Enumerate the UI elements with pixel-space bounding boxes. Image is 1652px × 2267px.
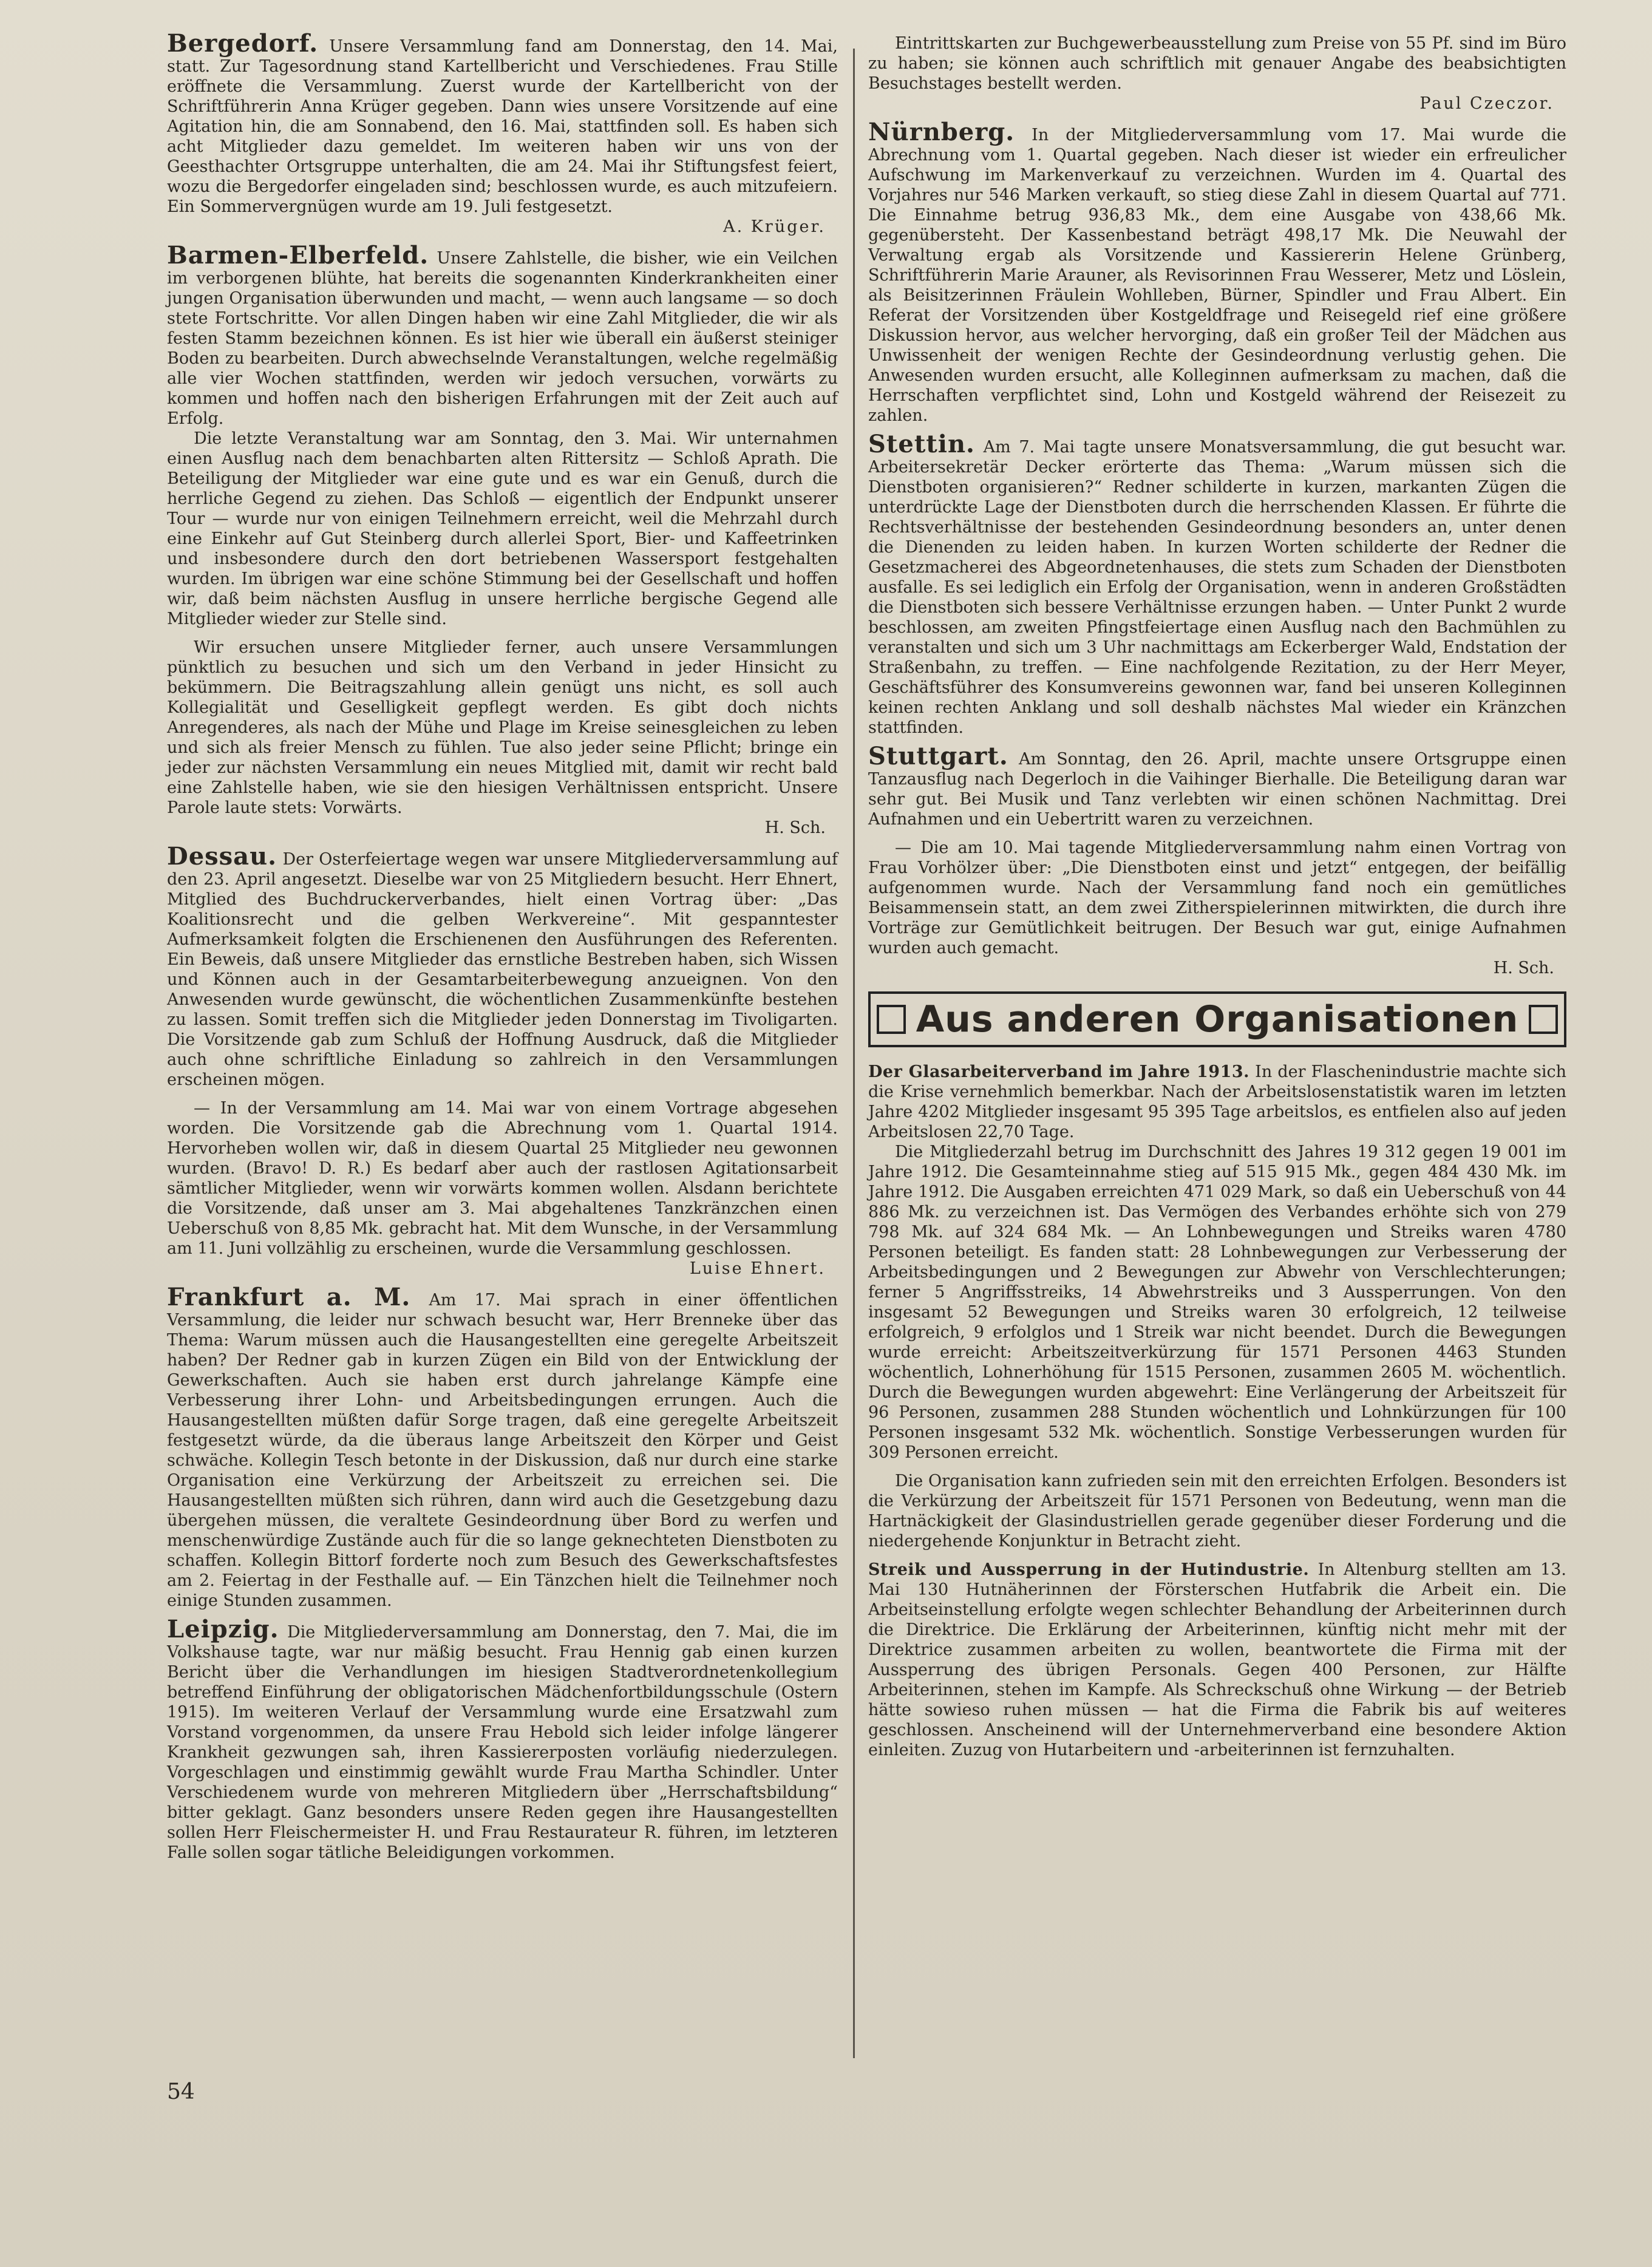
column-divider xyxy=(853,49,855,2058)
article-stuttgart xyxy=(868,742,1566,978)
article-continuation xyxy=(868,33,1566,114)
article-dessau xyxy=(167,842,838,1279)
article-text: Am Sonntag, den 26. April, machte unsere Ortsgruppe einen Tanzausflug nach Degerloch in die Vaihinger Bierhalle. Die Beteiligung daran war sehr gut. Bei Musik und Tanz verlebten wir einen schönen Nachmittag. Drei Aufnahmen und ein Uebertritt waren zu verzeichnen. xyxy=(868,750,1566,829)
article-text: Unsere Zahlstelle, die bisher, wie ein Veilchen im verborgenen blühte, hat bereits die sogenannten Kinderkrankheiten einer jungen Organisation überwunden und macht, — wenn auch langsame — so doch stete Fortschritte. Vor allen Dingen haben wir eine Zahl Mitglieder, die wir als festen Stamm bezeichnen können. Es ist hier wie überall ein äußerst steiniger Boden zu bearbeiten. Durch abwechselnde Veranstaltungen, welche regelmäßig alle vier Wochen stattfinden, werden wir jedoch versuchen, vorwärts zu kommen und hoffen nach den bisherigen Erfahrungen mit der Zeit auch auf Erfolg. xyxy=(167,249,838,428)
article-heading: Nürnberg. xyxy=(868,118,1015,146)
article-heading: Stuttgart. xyxy=(868,742,1008,770)
article-signature: A. Krüger. xyxy=(723,217,826,236)
article-nuernberg xyxy=(868,118,1567,426)
article-barmen-elberfeld xyxy=(167,241,838,838)
article-text: Am 7. Mai tagte unsere Monatsversammlung, die gut besucht war. Arbeitersekretär Decker erörterte das Thema: „Warum müssen sich die Dienstboten organisieren?“ Redner schilderte in kurzen, markanten Zügen die unterdrückte Lage der Dienstboten durch die herrschenden Klassen. Er führte die Rechtsverhältnisse der bestehenden Gesindeordnung besonders an, unter denen die Dienenden zu leiden haben. In kurzen Worten schilderte der Redner die Gesetzmacherei des Abgeordnetenhauses, die stets zum Schaden der Dienstboten ausfalle. Es sei lediglich ein Erfolg der Organisation, wenn in anderen Großstädten die Dienstboten sich bessere Verhältnisse erzungen haben. — Unter Punkt 2 wurde beschlossen, am zweiten Pfingstfeiertage einen Ausflug nach den Bachmühlen zu veranstalten und sich um 3 Uhr nachmittags am Eckerberger Wald, Endstation der Straßenbahn, zu treffen. — Eine nachfolgende Rezitation, zu der Herr Meyer, Geschäftsführer des Konsumvereins gewonnen war, fand bei unseren Kolleginnen keinen rechten Anklang und soll deshalb nächstes Mal wieder ein Kränzchen stattfinden. xyxy=(868,438,1566,737)
article-bergedorf xyxy=(167,29,838,237)
article-text: Die Mitgliederversammlung am Donnerstag, den 7. Mai, die im Volkshause tagte, war nur mäßig besucht. Frau Hennig gab einen kurzen Bericht über die Verhandlungen im hiesigen Stadtverordnetenkollegium betreffend Einführung der obligatorischen Mädchenfortbildungsschule (Ostern 1915). Im weiteren Verlauf der Versammlung wurde eine Ersatzwahl zum Vorstand vorgenommen, da unsere Frau Hebold sich leider infolge längerer Krankheit gezwungen sah, ihren Kassiererposten vorläufig niederzulegen. Vorgeschlagen und einstimmig gewählt wurde Frau Martha Schindler. Unter Verschiedenem wurde von mehreren Mitgliedern über „Herrschaftsbildung“ bitter geklagt. Ganz besonders unsere Reden gegen ihre Hausangestellten sollen Herr Fleischermeister H. und Frau Restaurateur R. führen, im letzteren Falle sollen sogar tätliche Beleidigungen vorkommen. xyxy=(167,1623,838,1862)
article-frankfurt xyxy=(167,1283,838,1611)
article-heading: Streik und Aussperrung in der Hutindustrie. xyxy=(868,1560,1310,1579)
article-heading: Stettin. xyxy=(868,430,975,458)
article-paragraph: — Die am 10. Mai tagende Mitgliederversammlung nahm einen Vortrag von Frau Vorhölzer über: „Die Dienstboten einst und jetzt“ entgegen, der beifällig aufgenommen wurde. Nach der Versammlung fand noch ein gemütliches Beisammensein statt, an dem zwei Zitherspielerinnen mitwirkten, die durch ihre Vorträge zur Gemütlichkeit beitrugen. Der Besuch war gut, einige Aufnahmen wurden auch gemacht. xyxy=(868,838,1566,957)
article-stettin xyxy=(868,430,1566,738)
left-column xyxy=(167,29,838,2267)
banner-box-left xyxy=(877,1005,906,1034)
article-paragraph: Die Mitgliederzahl betrug im Durchschnitt des Jahres 19 312 gegen 19 001 im Jahre 1912. Die Gesamteinnahme stieg auf 515 915 Mk., gegen 484 430 Mk. im Jahre 1912. Die Ausgaben erreichten 471 029 Mark, so daß ein Ueberschuß von 44 886 Mk. zu verzeichnen ist. Das Vermögen des Verbandes erhöhte sich von 279 798 Mk. auf 324 684 Mk. — An Lohnbewegungen und Streiks waren 4780 Personen beteiligt. Es fanden statt: 28 Lohnbewegungen zur Verbesserung der Arbeitsbedingungen und 2 Bewegungen zur Abwehr von Verschlechterungen; ferner 5 Angriffsstreiks, 14 Abwehrstreiks und 3 Aussperrungen. Von den insgesamt 52 Bewegungen und Streiks waren 30 erfolgreich, 12 teilweise erfolgreich, 9 erfolglos und 1 Streik war nicht beendet. Durch die Bewegungen wurde erreicht: Arbeitszeitverkürzung für 1571 Personen 4463 Stunden wöchentlich, Lohnerhöhung für 1515 Personen, zusammen 2605 M. wöchentlich. Durch die Bewegungen wurden abgewehrt: Eine Verlängerung der Arbeitszeit für 96 Personen, zusammen 288 Stunden wöchentlich und Lohnkürzungen für 100 Personen insgesamt 532 Mk. wöchentlich. Sonstige Verbesserungen wurden für 309 Personen erreicht. xyxy=(868,1143,1566,1462)
article-paragraph: — In der Versammlung am 14. Mai war von einem Vortrage abgesehen worden. Die Vorsitzende gab die Abrechnung vom 1. Quartal 1914. Hervorheben wollen wir, daß in diesem Quartal 25 Mitglieder neu gewonnen wurden. (Bravo! D. R.) Es bedarf aber auch der rastlosen Agitationsarbeit sämtlicher Mitglieder, wenn wir vorwärts kommen wollen. Alsdann berichtete die Vorsitzende, daß unser am 3. Mai abgehaltenes Tanzkränzchen einen Ueberschuß von 8,85 Mk. gebracht hat. Mit dem Wunsche, in der Versammlung am 11. Juni vollzählig zu erscheinen, wurde die Versammlung geschlossen. xyxy=(167,1099,838,1258)
article-heading: Barmen-Elberfeld. xyxy=(167,241,429,270)
article-text: Am 17. Mai sprach in einer öffentlichen Versammlung, die leider nur schwach besucht war, Herr Brenneke über das Thema: Warum müssen auch die Hausangestellten eine geregelte Arbeitszeit haben? Der Redner gab in kurzen Zügen ein Bild von der Entwicklung der Gewerkschaften. Auch sie haben erst durch jahrelange Kämpfe eine Verbesserung ihrer Lohn- und Arbeitsbedingungen errungen. Auch die Hausangestellten müßten dafür Sorge tragen, daß eine geregelte Arbeitszeit festgesetzt würde, da die überaus lange Arbeitszeit den Körper und Geist schwäche. Kollegin Tesch betonte in der Diskussion, daß nur durch eine starke Organisation eine Verkürzung der Arbeitszeit zu erreichen sei. Die Hausangestellten müßten sich rühren, dann wird auch die Gesetzgebung dazu übergehen müssen, die veraltete Gesindeordnung über Bord zu werfen und menschenwürdige Zustände auch für die so lange geknechteten Dienstboten zu schaffen. Kollegin Bittorf forderte noch zum Besuch des Gewerkschaftsfestes am 2. Feiertag in der Festhalle auf. — Ein Tänzchen hielt die Teilnehmer noch einige Stunden zusammen. xyxy=(167,1291,838,1610)
article-text: In der Mitgliederversammlung vom 17. Mai wurde die Abrechnung vom 1. Quartal gegeben. Nach dieser ist wieder ein erfreulicher Aufschwung im Markenverkauf zu verzeichnen. Wurden im 4. Quartal des Vorjahres nur 546 Marken verkauft, so stieg diese Zahl in diesem Quartal auf 771. Die Einnahme betrug 936,83 Mk., dem eine Ausgabe von 438,66 Mk. gegenübersteht. Der Kassenbestand beträgt 498,17 Mk. Die Neuwahl der Verwaltung ergab als Vorsitzende und Kassiererin Helene Grünberg, Schriftführerin Marie Arauner, als Revisorinnen Frau Wesserer, Metz und Löslein, als Beisitzerinnen Fräulein Wohlleben, Bürner, Spindler und Frau Albert. Ein Referat der Vorsitzenden über Kostgeldfrage und Reisegeld rief eine größere Diskussion hervor, aus welcher hervorging, daß ein großer Teil der Mädchen aus Unwissenheit der wenigen Rechte der Gesindeordnung verlustig gehen. Die Anwesenden wurden ersucht, alle Kolleginnen aufmerksam zu machen, daß die Herrschaften verpflichtet sind, Lohn und Kostgeld während der Reisezeit zu zahlen. xyxy=(868,126,1567,425)
section-title: Aus anderen Organisationen xyxy=(916,998,1519,1041)
article-heading: Der Glasarbeiterverband im Jahre 1913. xyxy=(868,1062,1250,1081)
article-text: In Altenburg stellten am 13. Mai 130 Hutnäherinnen der Försterschen Hutfabrik die Arbeit ein. Die Arbeitseinstellung erfolgte wegen schlechter Behandlung der Arbeiterinnen durch die Direktrice. Die Erklärung der Arbeiterinnen, künftig nicht mehr mit der Direktrice zusammen arbeiten zu wollen, beantwortete die Firma mit der Aussperrung des übrigen Personals. Gegen 400 Personen, zur Hälfte Arbeiterinnen, stehen im Kampfe. Als Schreckschuß ohne Wirkung — der Betrieb hätte sowieso ruhen müssen — hat die Firma die Fabrik bis auf weiteres geschlossen. Anscheinend will der Unternehmerverband eine besondere Aktion einleiten. Zuzug von Hutarbeitern und -arbeiterinnen ist fernzuhalten. xyxy=(868,1560,1566,1759)
banner-box-right xyxy=(1529,1005,1558,1034)
article-heading: Frankfurt a. M. xyxy=(167,1283,411,1311)
article-text: Der Osterfeiertage wegen war unsere Mitgliederversammlung auf den 23. April angesetzt. Dieselbe war von 25 Mitgliedern besucht. Herr Ehnert, Mitglied des Buchdruckerverbandes, hielt einen Vortrag über: „Das Koalitionsrecht und die gelben Werkvereine“. Mit gespanntester Aufmerksamkeit folgten die Erschienenen den Ausführungen des Referenten. Ein Beweis, daß unsere Mitglieder das ernstliche Bestreben haben, sich Wissen und Können auch in der Gesamtarbeiterbewegung anzueignen. Von den Anwesenden wurde gewünscht, die wöchentlichen Zusammenkünfte bestehen zu lassen. Somit treffen sich die Mitglieder jeden Donnerstag im Tivoligarten. Die Vorsitzende gab zum Schluß der Hoffnung Ausdruck, daß die Mitglieder auch ohne schriftliche Einladung so zahlreich in den Versammlungen erscheinen mögen. xyxy=(167,850,838,1089)
article-signature: Paul Czeczor. xyxy=(1419,94,1554,113)
article-text: In der Flaschenindustrie machte sich die Krise vernehmlich bemerkbar. Nach der Arbeitslosenstatistik waren im letzten Jahre 4202 Mitglieder insgesamt 95 395 Tage arbeitslos, es entfielen also auf jeden Arbeitslosen 22,70 Tage. xyxy=(868,1062,1566,1141)
article-paragraph: Die Organisation kann zufrieden sein mit den erreichten Erfolgen. Besonders ist die Verkürzung der Arbeitszeit für 1571 Personen von Bedeutung, wenn man die Hartnäckigkeit der Glasindustriellen gerade gegenüber dieser Forderung und die niedergehende Konjunktur in Betracht zieht. xyxy=(868,1472,1566,1551)
article-text: Unsere Versammlung fand am Donnerstag, den 14. Mai, statt. Zur Tagesordnung stand Kartellbericht und Verschiedenes. Frau Stille eröffnete die Versammlung. Zuerst wurde der Kartellbericht von der Schriftführerin Anna Krüger gegeben. Dann wies unsere Vorsitzende auf eine Agitation hin, die am Sonnabend, den 16. Mai, stattfinden soll. Es haben sich acht Mitglieder dazu gemeldet. Im weiteren haben wir uns von der Geesthachter Ortsgruppe unterhalten, die am 24. Mai ihr Stiftungsfest feiert, wozu die Bergedorfer eingeladen sind; beschlossen wurde, es auch mitzufeiern. Ein Sommervergnügen wurde am 19. Juli festgesetzt. xyxy=(167,37,838,216)
article-paragraph: Wir ersuchen unsere Mitglieder ferner, auch unsere Versammlungen pünktlich zu besuchen und sich um den Verband in jeder Hinsicht zu bekümmern. Die Beitragszahlung allein genügt uns nicht, es soll auch Kollegialität und Geselligkeit gepflegt werden. Es gibt doch nichts Anregenderes, als nach der Mühe und Plage im Kreise seinesgleichen zu leben und sich als freier Mensch zu fühlen. Tue also jeder seine Pflicht; bringe ein jeder zur nächsten Versammlung ein neues Mitglied mit, damit wir recht bald eine Zahlstelle haben, wie sie den hiesigen Verhältnissen entspricht. Unsere Parole laute stets: Vorwärts. xyxy=(167,638,838,817)
article-heading: Leipzig. xyxy=(167,1615,279,1643)
article-paragraph: Die letzte Veranstaltung war am Sonntag, den 3. Mai. Wir unternahmen einen Ausflug nach dem benachbarten alten Rittersitz — Schloß Aprath. Die Beteiligung der Mitglieder war eine gute und es war ein Genuß, durch die herrliche Gegend zu ziehen. Das Schloß — eigentlich der Endpunkt unserer Tour — wurde nur von einigen Teilnehmern erreicht, weil die Mehrzahl durch eine Einkehr auf Gut Steinberg durch allerlei Sport, Bier- und Kaffeetrinken und insbesondere durch den dort betriebenen Wassersport festgehalten wurden. Im übrigen war eine schöne Stimmung bei der Gesellschaft und hoffen wir, daß beim nächsten Ausflug in unsere herrliche bergische Gegend alle Mitglieder wieder zur Stelle sind. xyxy=(167,429,838,628)
page-number: 54 xyxy=(167,2079,195,2104)
article-leipzig xyxy=(167,1615,838,1863)
article-glasarbeiter xyxy=(868,1062,1566,1551)
article-signature: H. Sch. xyxy=(764,818,826,837)
article-signature: H. Sch. xyxy=(1493,959,1554,977)
article-signature: Luise Ehnert. xyxy=(689,1259,826,1278)
article-heading: Dessau. xyxy=(167,842,277,871)
section-banner xyxy=(868,991,1566,1047)
article-hutindustrie xyxy=(868,1560,1566,1760)
right-column xyxy=(868,33,1566,2267)
article-paragraph: Eintrittskarten zur Buchgewerbeausstellung zum Preise von 55 Pf. sind im Büro zu haben; sie können auch schriftlich mit genauer Angabe des beabsichtigten Besuchstages bestellt werden. xyxy=(868,34,1566,93)
article-heading: Bergedorf. xyxy=(167,29,319,58)
